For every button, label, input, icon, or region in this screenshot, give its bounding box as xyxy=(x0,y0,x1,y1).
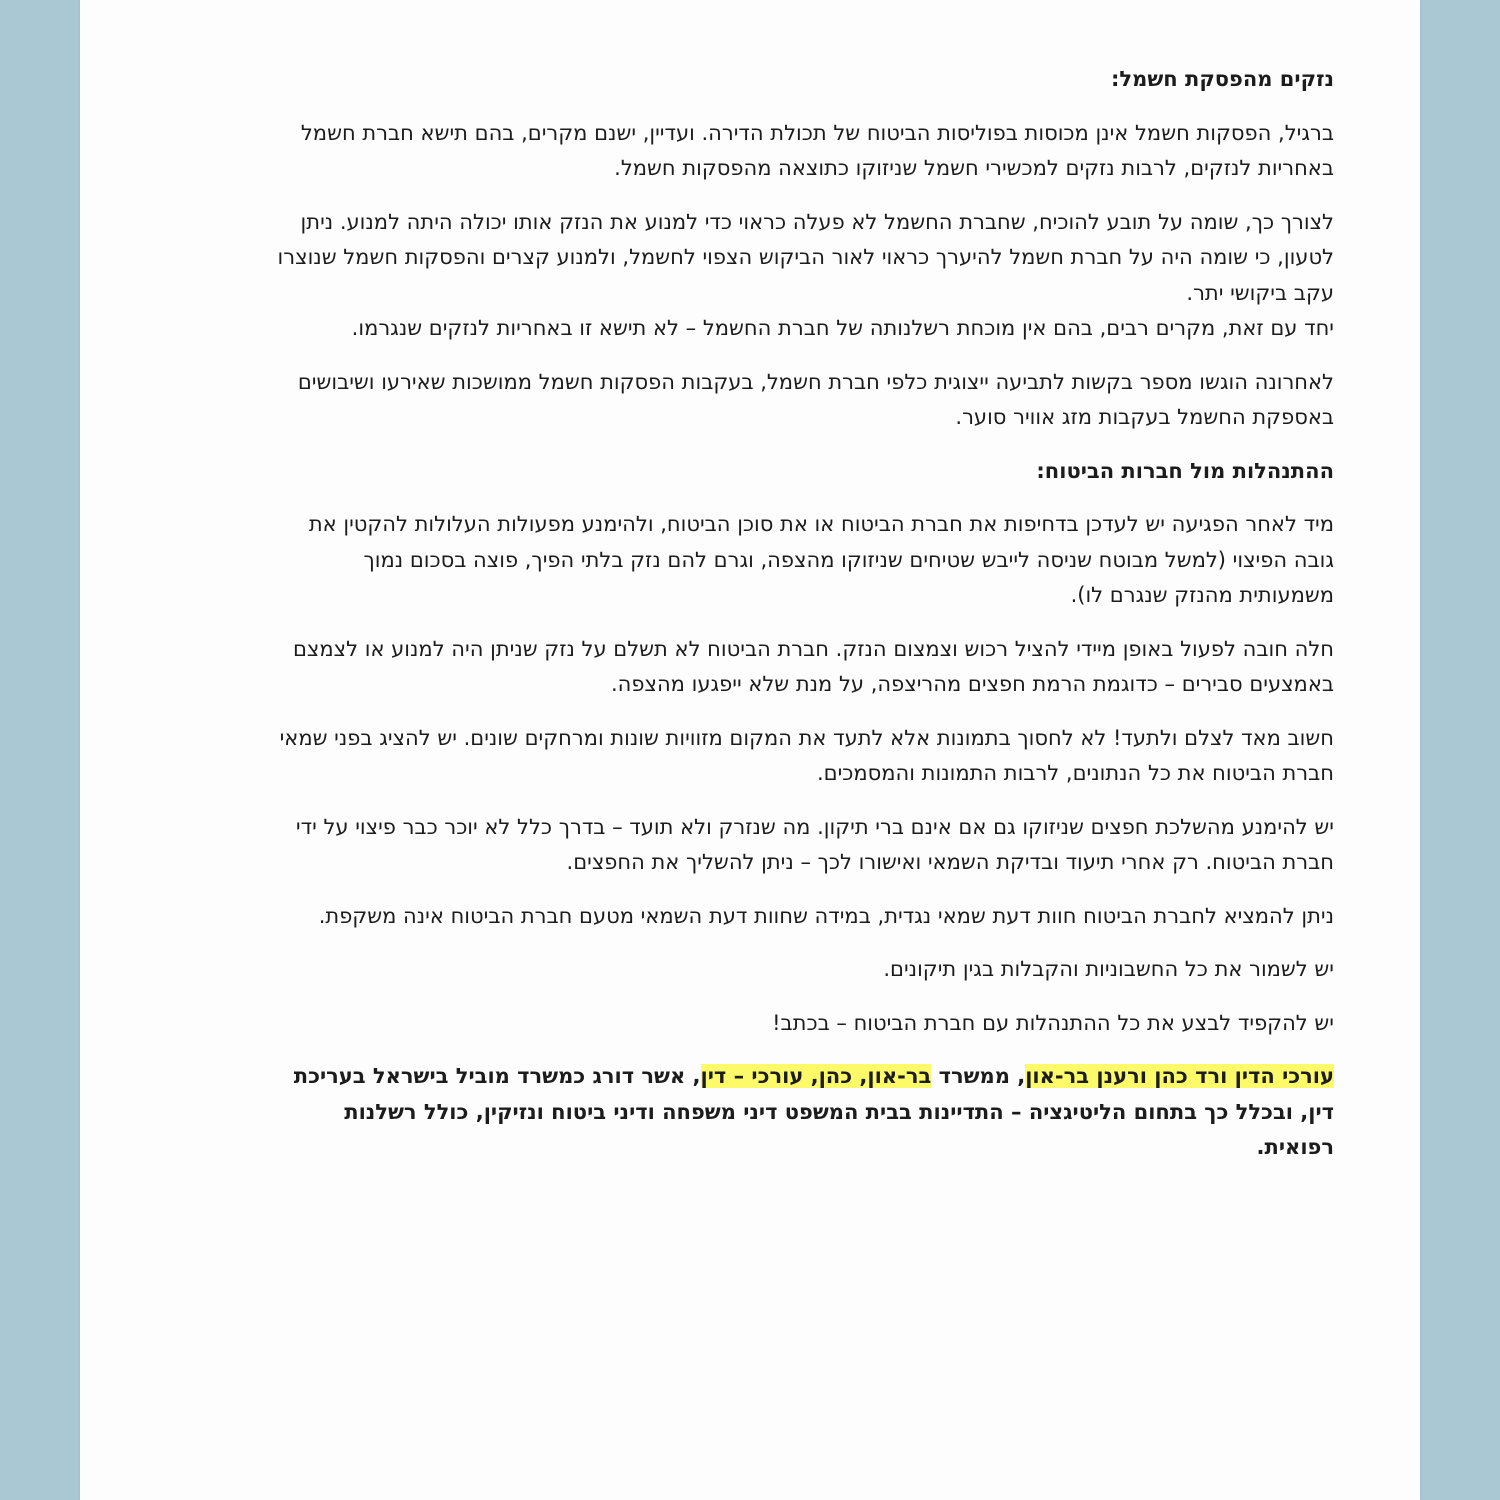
section-heading-insurance: ההתנהלות מול חברות הביטוח: xyxy=(1036,458,1334,483)
paragraph: לאחרונה הוגשו מספר בקשות לתביעה ייצוגית כלפי חברת חשמל, בעקבות הפסקות חשמל ממושכות שאירעו ושיבושים באספקת החשמל בעקבות מזג אוויר סוער. xyxy=(297,369,1334,429)
section-heading-power-outage: נזקים מהפסקת חשמל: xyxy=(1111,67,1334,91)
paragraph: ניתן להמציא לחברת הביטוח חוות דעת שמאי נגדית, במידה שחוות דעת השמאי מטעם חברת הביטוח אינה משקפת. xyxy=(318,903,1334,928)
paragraph-text: יחד עם זאת, מקרים רבים, בהם אין מוכחת רשלנותה של חברת החשמל – לא תישא זו באחריות לנזקים שנגרמו. xyxy=(351,316,1334,340)
paragraph-text: לצורך כך, שומה על תובע להוכיח, שחברת החשמל לא פעלה כראוי כדי למנוע את הנזק אותו יכולה היתה למנוע. ניתן לטעון, כי שומה היה על חברת חשמל להיערך כראוי לאור הביקוש הצפוי לחשמל, ולמנוע קצרים והפסקות חשמל שנוצרו עקב ביקושי יתר. xyxy=(277,209,1334,305)
closing-text: , ממשרד xyxy=(931,1064,1026,1088)
paragraph: מיד לאחר הפגיעה יש לעדכן בדחיפות את חברת הביטוח או את סוכן הביטוח, ולהימנע מפעולות העלולות להקטין את גובה הפיצוי (למשל מבוטח שניסה לייבש שטיחים שניזוקו מהצפה, וגרם להם נזק בלתי הפיך, פוצה בסכום נמוך משמעותית מהנזק שנגרם לו). xyxy=(308,512,1334,607)
paragraph: יש להקפיד לבצע את כל ההתנהלות עם חברת הביטוח – בכתב! xyxy=(772,1010,1334,1035)
paragraph: יש לשמור את כל החשבוניות והקבלות בגין תיקונים. xyxy=(883,957,1334,981)
paragraph: ברגיל, הפסקות חשמל אינן מכוסות בפוליסות הביטוח של תכולת הדירה. ועדיין, ישנם מקרים, בהם תישא חברת חשמל באחריות לנזקים, לרבות נזקים למכשירי חשמל שניזוקו כתוצאה מהפסקות חשמל. xyxy=(300,120,1334,180)
highlighted-lawyers-names: עורכי הדין ורד כהן ורענן בר-און xyxy=(1025,1064,1334,1088)
closing-paragraph xyxy=(274,1059,1334,1166)
document-body xyxy=(274,62,1334,1184)
paragraph: חשוב מאד לצלם ולתעד! לא לחסוך בתמונות אלא לתעד את המקום מזוויות שונות ומרחקים שונים. יש להציג בפני שמאי חברת הביטוח את כל הנתונים, לרבות התמונות והמסמכים. xyxy=(279,725,1334,785)
closing-text: , אשר דורג כמשרד מוביל בישראל בעריכת דין, ובכלל כך בתחום הליטיגציה – התדיינות בבית המשפט דיני משפחה ודיני ביטוח ונזיקין, כולל רשלנות רפואית. xyxy=(293,1064,1334,1159)
paragraph: חלה חובה לפעול באופן מיידי להציל רכוש וצמצום הנזק. חברת הביטוח לא תשלם על נזק שניתן היה למנוע או לצמצם באמצעים סבירים – כדוגמת הרמת חפצים מהריצפה, על מנת שלא ייפגעו מהצפה. xyxy=(293,636,1334,696)
highlighted-firm-name: בר-און, כהן, עורכי – דין xyxy=(700,1064,932,1088)
document-page xyxy=(80,0,1420,1500)
paragraph: יש להימנע מהשלכת חפצים שניזוקו גם אם אינם ברי תיקון. מה שנזרק ולא תועד – בדרך כלל לא יוכר כבר פיצוי על ידי חברת הביטוח. רק אחרי תיעוד ובדיקת השמאי ואישורו לכך – ניתן להשליך את החפצים. xyxy=(295,814,1334,874)
paragraph xyxy=(274,205,1334,347)
